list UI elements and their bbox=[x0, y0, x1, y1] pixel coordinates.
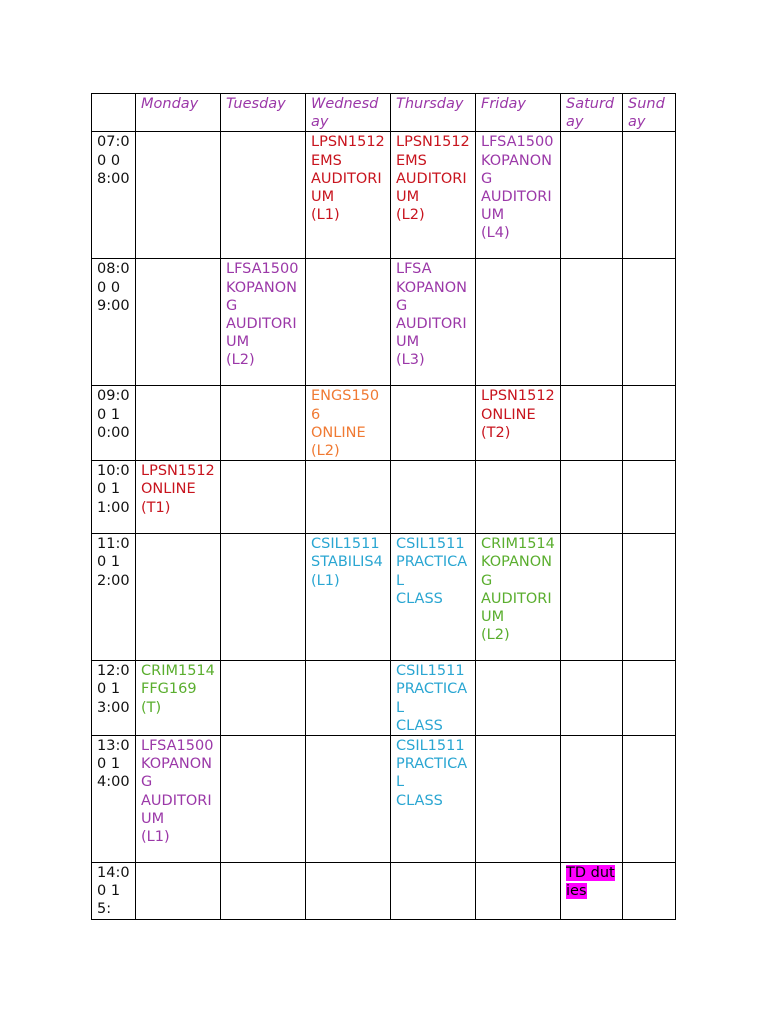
time-row bbox=[92, 736, 676, 863]
class-entry-line: LFSA1500 bbox=[141, 738, 214, 755]
class-entry-line: PRACTICAL bbox=[396, 681, 468, 716]
schedule-cell bbox=[221, 736, 306, 863]
day-header-saturday: Saturday bbox=[561, 94, 623, 132]
class-entry-line: CSIL1511 bbox=[311, 536, 380, 553]
class-entry-line: AUDITORIUM bbox=[481, 189, 552, 224]
schedule-cell bbox=[221, 863, 306, 920]
class-entry-line: (L1) bbox=[311, 207, 340, 224]
schedule-cell bbox=[306, 259, 391, 386]
schedule-cell bbox=[306, 863, 391, 920]
schedule-cell bbox=[306, 386, 391, 461]
class-entry-line: AUDITORIUM bbox=[481, 590, 552, 626]
schedule-cell bbox=[623, 863, 676, 920]
schedule-cell bbox=[136, 736, 221, 863]
schedule-cell bbox=[561, 386, 623, 461]
day-header-friday: Friday bbox=[476, 94, 561, 132]
schedule-cell bbox=[391, 386, 476, 461]
schedule-cell bbox=[391, 863, 476, 920]
class-entry-line: CSIL1511 bbox=[396, 663, 465, 680]
schedule-cell bbox=[306, 534, 391, 661]
class-entry-line: LFSA1500 bbox=[481, 134, 554, 151]
schedule-cell bbox=[476, 736, 561, 863]
schedule-cell bbox=[623, 259, 676, 386]
schedule-cell bbox=[561, 132, 623, 259]
class-entry-line: ONLINE bbox=[141, 481, 196, 498]
time-row bbox=[92, 661, 676, 736]
schedule-cell bbox=[561, 661, 623, 736]
class-entry-line: (L2) bbox=[396, 207, 425, 224]
time-row bbox=[92, 534, 676, 661]
class-entry-line: (L2) bbox=[226, 352, 255, 369]
class-entry-line: (L1) bbox=[141, 829, 170, 846]
time-slot: 07:00 08:00 bbox=[92, 132, 136, 259]
class-entry-line: KOPANONG bbox=[481, 554, 552, 589]
schedule-cell bbox=[561, 863, 623, 920]
schedule-cell bbox=[136, 661, 221, 736]
class-entry-line: KOPANONG bbox=[481, 152, 552, 187]
schedule-cell bbox=[221, 534, 306, 661]
class-entry-line: (L2) bbox=[481, 627, 510, 644]
class-entry-line: (T2) bbox=[481, 424, 511, 441]
schedule-cell bbox=[623, 736, 676, 863]
time-row bbox=[92, 259, 676, 386]
schedule-cell bbox=[306, 132, 391, 259]
class-entry-line: STABILIS4 bbox=[311, 554, 383, 571]
class-entry-line: CLASS bbox=[396, 590, 443, 607]
schedule-cell bbox=[221, 259, 306, 386]
class-entry-line: KOPANONG bbox=[396, 279, 467, 314]
schedule-cell bbox=[391, 259, 476, 386]
class-entry-line: PRACTICAL bbox=[396, 756, 468, 791]
time-slot: 14:00 15: bbox=[92, 863, 136, 920]
class-entry-line: CLASS bbox=[396, 792, 443, 809]
schedule-cell bbox=[391, 661, 476, 736]
time-row bbox=[92, 863, 676, 920]
time-row bbox=[92, 461, 676, 534]
schedule-cell bbox=[476, 132, 561, 259]
class-entry-line: LFSA1500 bbox=[226, 261, 299, 278]
schedule-cell bbox=[391, 736, 476, 863]
class-entry-line: (T1) bbox=[141, 499, 171, 516]
class-entry-line: KOPANONG bbox=[141, 756, 212, 791]
class-entry-line: LFSA bbox=[396, 261, 432, 278]
day-header-wednesday: Wednesday bbox=[306, 94, 391, 132]
schedule-cell bbox=[561, 259, 623, 386]
day-header-thursday: Thursday bbox=[391, 94, 476, 132]
schedule-cell bbox=[306, 461, 391, 534]
class-entry-line: AUDITORIUM bbox=[396, 170, 467, 206]
day-header-monday: Monday bbox=[136, 94, 221, 132]
schedule-cell bbox=[561, 534, 623, 661]
schedule-cell bbox=[136, 461, 221, 534]
class-entry-line: (L2) bbox=[311, 443, 340, 460]
header-row bbox=[92, 94, 676, 132]
schedule-cell bbox=[306, 736, 391, 863]
time-slot: 10:00 11:00 bbox=[92, 461, 136, 534]
time-row bbox=[92, 132, 676, 259]
schedule-cell bbox=[561, 461, 623, 534]
class-entry-line: (L1) bbox=[311, 572, 340, 589]
class-entry-line: LPSN1512 bbox=[481, 388, 555, 405]
class-entry-line: LPSN1512 bbox=[396, 134, 470, 151]
schedule-cell bbox=[221, 132, 306, 259]
highlighted-text: TD duties bbox=[566, 865, 615, 900]
day-header-tuesday: Tuesday bbox=[221, 94, 306, 132]
time-row bbox=[92, 386, 676, 461]
schedule-cell bbox=[476, 661, 561, 736]
schedule-cell bbox=[221, 386, 306, 461]
schedule-cell bbox=[136, 386, 221, 461]
class-entry-line bbox=[566, 864, 617, 900]
class-entry-line: EMS bbox=[396, 152, 427, 169]
schedule-cell bbox=[476, 534, 561, 661]
schedule-cell bbox=[391, 461, 476, 534]
schedule-cell bbox=[221, 661, 306, 736]
schedule-cell bbox=[476, 259, 561, 386]
class-entry-line: CRIM1514 bbox=[481, 536, 555, 553]
class-entry-line: CLASS bbox=[396, 717, 443, 734]
class-entry-line: LPSN1512 bbox=[141, 463, 215, 480]
schedule-cell bbox=[391, 534, 476, 661]
schedule-cell bbox=[306, 661, 391, 736]
class-entry-line: ONLINE bbox=[311, 424, 366, 441]
schedule-cell bbox=[391, 132, 476, 259]
class-entry-line: AUDITORIUM bbox=[226, 316, 297, 351]
class-entry-line: PRACTICAL bbox=[396, 554, 468, 589]
schedule-cell bbox=[623, 661, 676, 736]
class-entry-line: CSIL1511 bbox=[396, 738, 465, 755]
schedule-cell bbox=[476, 461, 561, 534]
schedule-cell bbox=[623, 132, 676, 259]
class-entry-line: FFG169 bbox=[141, 681, 197, 698]
class-entry-line: ENGS1506 bbox=[311, 388, 380, 423]
day-header-sunday: Sunday bbox=[623, 94, 676, 132]
time-slot: 13:00 14:00 bbox=[92, 736, 136, 863]
class-entry-line: CRIM1514 bbox=[141, 663, 215, 680]
schedule-cell bbox=[561, 736, 623, 863]
schedule-cell bbox=[221, 461, 306, 534]
schedule-cell bbox=[476, 863, 561, 920]
time-slot: 11:00 12:00 bbox=[92, 534, 136, 661]
class-entry-line: EMS bbox=[311, 152, 342, 169]
schedule-cell bbox=[623, 386, 676, 461]
corner-cell bbox=[92, 94, 136, 132]
class-entry-line: LPSN1512 bbox=[311, 134, 385, 151]
schedule-cell bbox=[623, 534, 676, 661]
class-entry-line: KOPANONG bbox=[226, 279, 297, 314]
class-entry-line: AUDITORIUM bbox=[141, 792, 212, 827]
schedule-cell bbox=[136, 259, 221, 386]
schedule-cell bbox=[136, 863, 221, 920]
class-entry-line: (L3) bbox=[396, 352, 425, 369]
time-slot: 09:00 10:00 bbox=[92, 386, 136, 461]
schedule-cell bbox=[136, 534, 221, 661]
timetable-body bbox=[92, 132, 676, 919]
time-slot: 12:00 13:00 bbox=[92, 661, 136, 736]
timetable bbox=[91, 93, 676, 920]
class-entry-line: AUDITORIUM bbox=[396, 316, 467, 351]
schedule-cell bbox=[136, 132, 221, 259]
class-entry-line: AUDITORIUM bbox=[311, 170, 382, 206]
class-entry-line: ONLINE bbox=[481, 406, 536, 423]
time-slot: 08:00 09:00 bbox=[92, 259, 136, 386]
class-entry-line: CSIL1511 bbox=[396, 536, 465, 553]
class-entry-line: (T) bbox=[141, 699, 162, 716]
class-entry-line: (L4) bbox=[481, 225, 510, 242]
schedule-cell bbox=[623, 461, 676, 534]
schedule-cell bbox=[476, 386, 561, 461]
